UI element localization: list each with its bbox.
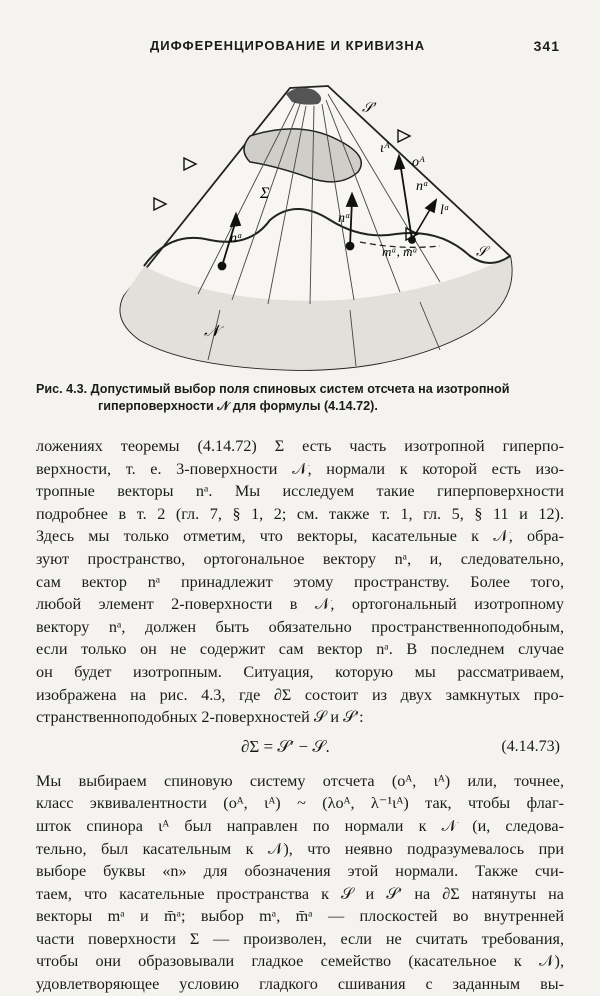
- page-number: 341: [533, 38, 560, 54]
- text-line: ложениях теоремы (4.14.72) Σ есть часть изотропной гиперпо-: [36, 437, 564, 455]
- figure-cone: [100, 70, 520, 380]
- text-line: верхности, т. е. 3-поверхности 𝒩, нормали к которой есть изо-: [36, 459, 564, 478]
- label-sigma-prime: 𝒮′: [362, 101, 376, 116]
- paragraph-1: [36, 435, 564, 729]
- text-line: подробнее в т. 2 (гл. 7, § 1, 2; см. также т. 1, гл. 5, § 11 и 12).: [36, 504, 564, 523]
- running-title: ДИФФЕРЕНЦИРОВАНИЕ И КРИВИЗНА: [150, 38, 426, 53]
- text-line: векторы mᵃ и m̄ᵃ; выбор mᵃ, m̄ᵃ — плоскостей во внутренней: [36, 907, 564, 926]
- figure-caption: [36, 381, 564, 415]
- cone-illustration: [100, 70, 520, 380]
- paragraph-2: [36, 770, 564, 996]
- label-l-a: lᵃ: [440, 203, 450, 218]
- text-line: странственноподобных 2-поверхностей 𝒮 и 𝒮′:: [36, 708, 364, 727]
- label-o-a: oᴬ: [412, 155, 425, 170]
- label-n-a-left: nᵃ: [230, 231, 243, 246]
- label-m-mbar: mᵃ, m̄ᵃ: [382, 244, 418, 259]
- text-line: тропные векторы nᵃ. Мы исследуем такие гиперповерхности: [36, 482, 564, 501]
- text-line: вектору nᵃ, должен быть обязательно пространственноподобным,: [36, 617, 564, 636]
- formula-expression: ∂Σ = 𝒮′ − 𝒮.: [241, 736, 330, 756]
- formula-4-14-73: [36, 732, 564, 762]
- running-header: [150, 38, 560, 58]
- caption-line-1: Рис. 4.3. Допустимый выбор поля спиновых систем отсчета на изотропной: [36, 382, 510, 396]
- text-line: если только он не содержит сам вектор nᵃ. В последнем случае: [36, 640, 564, 659]
- formula-number: (4.14.73): [501, 737, 560, 755]
- label-n-a-right: nᵃ: [416, 179, 429, 194]
- text-line: он будет изотропным. Ситуация, которую мы рассматриваем,: [36, 662, 564, 681]
- text-line: зуют пространство, ортогональное вектору nᵃ, и, следовательно,: [36, 549, 564, 568]
- text-line: таем, что касательные пространства к 𝒮 и 𝒮′ на ∂Σ натянуты на: [36, 884, 564, 903]
- text-line: изображена на рис. 4.3, где ∂Σ состоит из двух замкнутых про-: [36, 685, 564, 704]
- text-line: тельно, был касательным к 𝒩), что неявно подразумевалось при: [36, 839, 564, 858]
- text-line: части поверхности Σ — произволен, если не считать требования,: [36, 929, 564, 948]
- text-line: любой элемент 2-поверхности в 𝒩, ортогональный изотропному: [36, 595, 564, 614]
- label-n-a-mid: nᵃ: [338, 211, 351, 226]
- text-line: Здесь мы только отметим, что векторы, касательные к 𝒩, обра-: [36, 527, 564, 546]
- text-line: выборе буквы «n» для обозначения этой нормали. Также счи-: [36, 862, 564, 881]
- text-line: сам вектор nᵃ принадлежит этому пространству. Более того,: [36, 572, 564, 591]
- text-line: чтобы они образовывали гладкое семейство (касательное к 𝒩),: [36, 952, 564, 971]
- text-line: класс эквивалентности (oᴬ, ιᴬ) ~ (λoᴬ, λ⁻¹ιᴬ) так, чтобы флаг-: [36, 794, 564, 813]
- text-line: удовлетворяющее условию гладкого сшивания с заданным вы-: [36, 975, 564, 994]
- caption-line-2: гиперповерхности 𝒩 для формулы (4.14.72).: [98, 399, 378, 413]
- label-sigma-center: Σ: [260, 185, 270, 202]
- body-text: [36, 435, 564, 996]
- label-iota-a: ιᴬ: [380, 141, 390, 156]
- text-line: шток спинора ιᴬ был направлен по нормали к 𝒩 (и, следова-: [36, 816, 564, 835]
- label-n-surface: 𝒩: [204, 323, 220, 340]
- label-sigma-curve: 𝒮: [476, 245, 487, 260]
- text-line: Мы выбираем спиновую систему отсчета (oᴬ, ιᴬ) или, точнее,: [36, 771, 564, 790]
